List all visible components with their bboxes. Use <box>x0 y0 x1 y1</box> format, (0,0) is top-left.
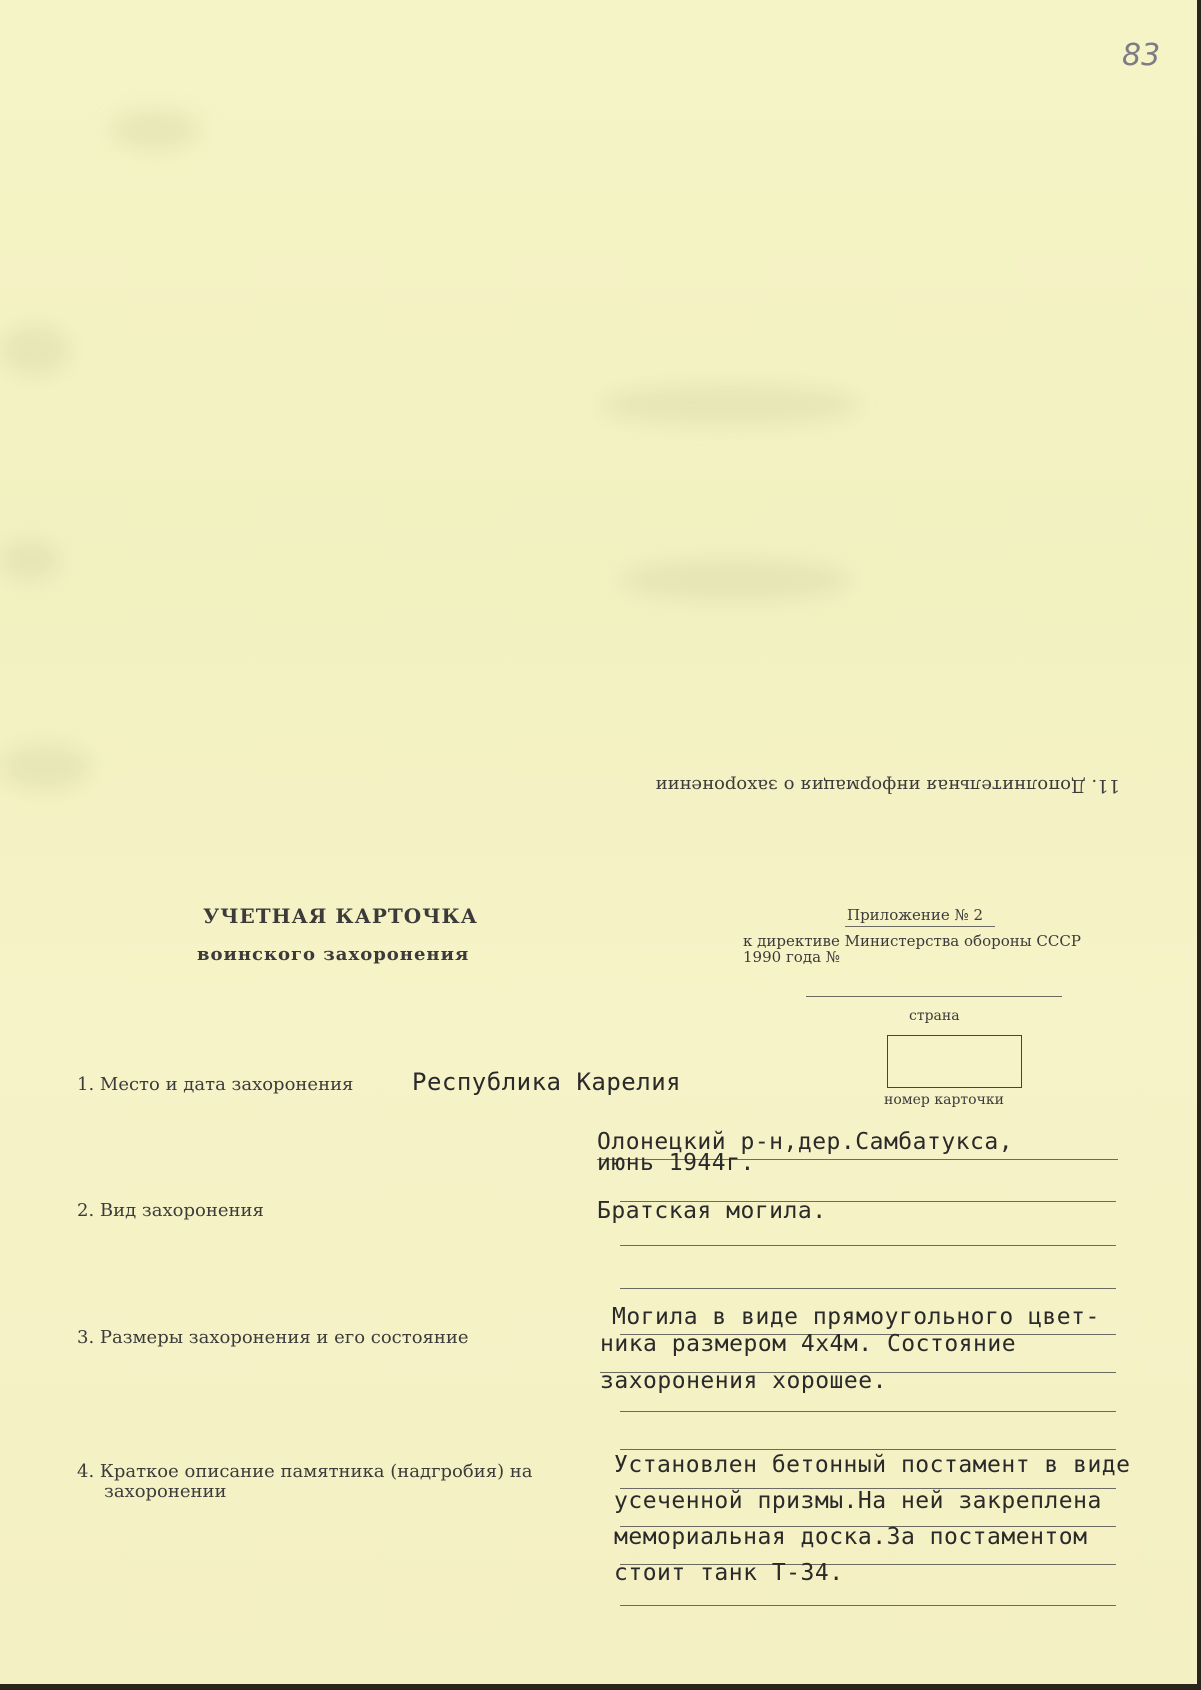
paper-smudge <box>0 540 60 580</box>
handwritten-page-number: 83 <box>1122 38 1161 73</box>
field-3-label: 3. Размеры захоронения и его состояние <box>77 1327 469 1348</box>
card-number-label: номер карточки <box>884 1092 1004 1108</box>
card-subtitle: воинского захоронения <box>197 944 470 965</box>
field-4-value-line-3: мемориальная доска.За постаментом <box>614 1524 1088 1550</box>
scan-edge-bottom <box>0 1684 1201 1690</box>
card-title: УЧЕТНАЯ КАРТОЧКА <box>203 904 478 928</box>
field-1-value-date: июнь 1944г. <box>597 1150 755 1176</box>
field-3-value-line-2: ника размером 4х4м. Состояние <box>600 1331 1017 1357</box>
field-1-value-region: Республика Карелия <box>412 1068 682 1096</box>
scan-edge-right <box>1197 0 1201 1690</box>
field-4-value-line-1: Установлен бетонный постамент в виде <box>614 1452 1131 1478</box>
field-3-value-line-1: Могила в виде прямоугольного цвет- <box>612 1304 1100 1330</box>
card-number-box[interactable] <box>887 1035 1022 1088</box>
appendix-label: Приложение № 2 <box>847 906 984 924</box>
reverse-side-item-11: 11. Дополнительная информация о захоронении <box>655 775 1120 796</box>
field-2-line-1 <box>620 1245 1116 1246</box>
field-1-label: 1. Место и дата захоронения <box>77 1074 354 1095</box>
field-3-line-3 <box>620 1411 1116 1412</box>
paper-smudge <box>600 385 860 425</box>
country-field-line <box>806 996 1062 997</box>
field-4-label <box>77 1462 533 1502</box>
field-2-line-2 <box>620 1288 1116 1289</box>
field-3-value-line-3: захоронения хорошее. <box>600 1368 887 1394</box>
field-4-label-line-1: 4. Краткое описание памятника (надгробия) на <box>77 1461 533 1482</box>
paper-smudge <box>110 110 200 150</box>
paper-smudge <box>0 745 90 790</box>
directive-line-2: 1990 года № <box>743 948 840 966</box>
directive-reference <box>743 933 1081 965</box>
field-1-value-district: Олонецкий р-н,дер.Самбатукса, <box>597 1129 1014 1155</box>
directive-line-1: к директиве Министерства обороны СССР <box>743 932 1081 950</box>
paper-smudge <box>0 325 70 375</box>
field-4-line-4 <box>620 1605 1116 1606</box>
field-4-label-line-2: захоронении <box>104 1481 227 1502</box>
field-4-value-line-2: усеченной призмы.На ней закреплена <box>614 1488 1102 1514</box>
field-2-value: Братская могила. <box>597 1198 827 1224</box>
paper-smudge <box>620 560 850 600</box>
field-4-value-line-4: стоит танк Т-34. <box>614 1560 844 1586</box>
country-label: страна <box>909 1008 960 1024</box>
field-2-label: 2. Вид захоронения <box>77 1200 264 1221</box>
appendix-underline <box>845 926 995 927</box>
field-4-line-0 <box>620 1449 1116 1450</box>
